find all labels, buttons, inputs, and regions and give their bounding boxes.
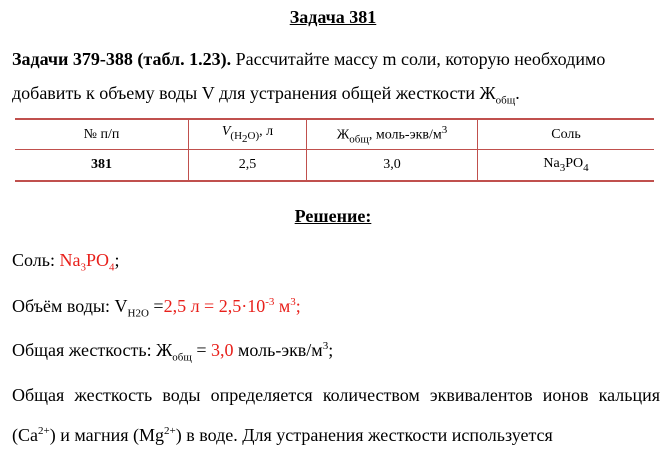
solution-title: Решение: <box>294 206 372 226</box>
header-salt: Соль <box>478 119 655 150</box>
hardness-eq: = <box>191 340 211 360</box>
paragraph-mg-sup: 2+ <box>164 425 176 437</box>
cell-salt-sub1: 3 <box>559 161 566 174</box>
salt-line <box>12 250 660 274</box>
volume-unit-sup: 3 <box>290 296 296 308</box>
volume-value <box>164 296 301 316</box>
paragraph-text3: ) в воде. Для устранения жесткости используется <box>175 425 553 445</box>
header-volume-sub-a: (H <box>230 129 243 142</box>
header-hardness-unit: , моль-экв/м <box>368 127 442 143</box>
header-volume-sub <box>230 129 260 145</box>
task-statement <box>12 42 660 118</box>
volume-label: Объём воды: V <box>12 296 128 316</box>
task-text: Рассчитайте массу m соли, которую необходимо добавить к объему воды V для устранения общей жесткости Ж <box>12 49 606 103</box>
task-lead: Задачи 379-388 (табл. 1.23). <box>12 49 232 69</box>
hardness-line <box>12 340 660 364</box>
paragraph-text1: Общая жесткость воды определяется количеством эквивалентов ионов кальция (Ca <box>12 385 660 445</box>
volume-unit: м <box>274 296 291 316</box>
volume-end: ; <box>295 296 301 316</box>
cell-hardness: 3,0 <box>307 150 478 182</box>
volume-sub: H2O <box>127 307 149 320</box>
header-hardness-sub: общ <box>349 133 369 146</box>
cell-salt-sub2: 4 <box>583 161 589 174</box>
explanation-paragraph <box>12 377 660 453</box>
cell-volume: 2,5 <box>189 150 307 182</box>
page-title: Задача 381 <box>289 7 377 27</box>
header-volume <box>189 119 307 150</box>
header-volume-sub-c: O) <box>247 129 260 142</box>
hardness-end: ; <box>328 340 334 360</box>
hardness-unit: моль-экв/м <box>233 340 323 360</box>
paragraph-text2: ) и магния (Mg <box>49 425 165 445</box>
hardness-sub: общ <box>172 351 192 364</box>
header-volume-unit: , л <box>259 124 274 139</box>
salt-formula-a: Na <box>59 250 81 270</box>
paragraph-ca-sup: 2+ <box>38 425 50 437</box>
cell-salt-b: PO <box>565 156 584 172</box>
salt-label: Соль: <box>12 250 60 270</box>
header-hardness <box>307 119 478 150</box>
cell-num: 381 <box>15 150 189 182</box>
cell-salt <box>478 150 655 182</box>
volume-eq: = <box>148 296 164 316</box>
salt-formula-sub2: 4 <box>108 261 115 274</box>
hardness-value: 3,0 <box>211 340 234 360</box>
table-row <box>15 150 654 182</box>
cell-salt-a: Na <box>543 156 560 172</box>
header-hardness-symbol: Ж <box>336 127 350 143</box>
volume-value-text: 2,5 л = 2,5·10 <box>163 296 266 316</box>
table-header-row <box>15 119 654 150</box>
salt-formula-sub1: 3 <box>80 261 86 274</box>
task-text-subscript: общ <box>495 94 516 107</box>
salt-formula-b: PO <box>85 250 109 270</box>
salt-end: ; <box>114 250 120 270</box>
header-hardness-sup: 3 <box>441 123 448 136</box>
hardness-unit-sup: 3 <box>322 340 329 352</box>
header-volume-symbol: V <box>221 124 231 139</box>
data-table <box>15 118 654 182</box>
header-num: № п/п <box>15 119 189 150</box>
salt-formula <box>59 250 115 274</box>
hardness-label: Общая жесткость: Ж <box>12 340 173 360</box>
task-text-end: . <box>515 83 520 103</box>
header-volume-sub-b: 2 <box>242 132 248 145</box>
volume-line <box>12 296 660 320</box>
volume-exp: -3 <box>265 296 275 308</box>
